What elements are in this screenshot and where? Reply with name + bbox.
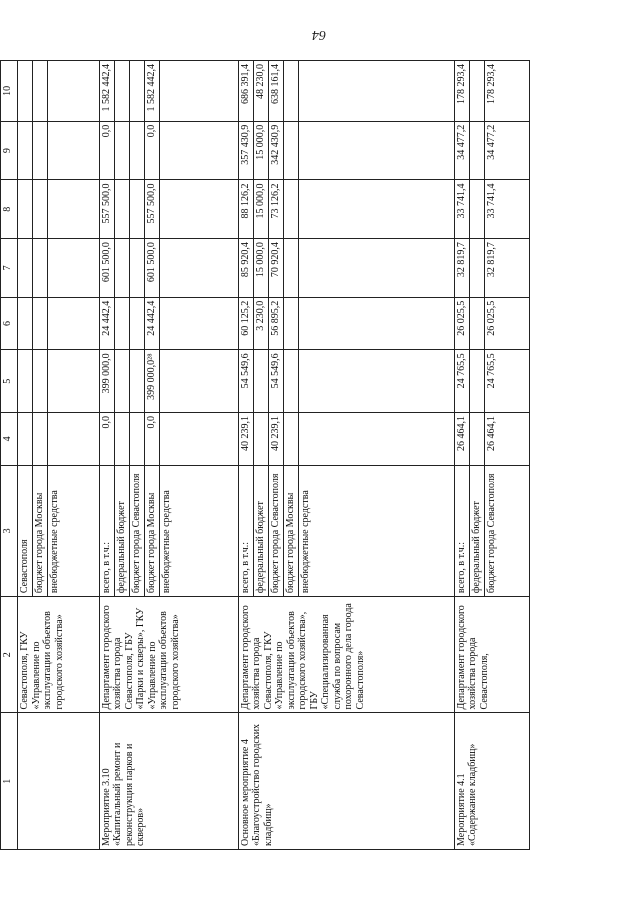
cell-line — [283, 61, 298, 121]
cell-col2: Севастополя, ГКУ «Управление по эксплуатации объектов городского хозяйства» — [18, 597, 100, 713]
cell-col10 — [238, 61, 454, 122]
cell-col9 — [18, 121, 100, 180]
rotated-table-container — [0, 60, 530, 850]
cell-col4 — [99, 413, 238, 466]
cell-line — [32, 122, 47, 180]
cell-line: 70 920,4 — [268, 239, 283, 297]
cell-line: 178 293,4 — [455, 64, 467, 104]
cell-line: 40 239,1 — [239, 416, 251, 452]
cell-col1: Мероприятие 4.1 «Содержание кладбищ» — [454, 713, 529, 850]
cell-col6 — [18, 297, 100, 350]
cell-line — [114, 298, 129, 350]
cell-line — [159, 61, 174, 121]
cell-line — [18, 180, 32, 238]
cell-line: бюджет города Севастополя — [268, 466, 283, 597]
cell-line — [47, 61, 62, 121]
cell-col3 — [18, 465, 100, 597]
cell-line: 557 500,0 — [144, 180, 159, 238]
cell-line — [129, 350, 144, 412]
cell-line — [18, 239, 32, 297]
cell-line: 32 819,7 — [484, 239, 499, 297]
cell-col9 — [99, 121, 238, 180]
cell-line: 56 895,2 — [268, 298, 283, 350]
budget-table — [0, 60, 530, 850]
cell-line: всего, в т.ч.: — [100, 541, 112, 594]
cell-line — [283, 180, 298, 238]
cell-line — [159, 413, 174, 465]
cell-line: внебюджетные средства — [47, 466, 62, 597]
cell-line — [283, 413, 298, 465]
cell-line: 24 765,5 — [455, 353, 467, 389]
cell-line: 601 500,0 — [100, 242, 112, 283]
cell-line — [129, 122, 144, 180]
cell-line — [159, 350, 174, 412]
cell-col9 — [238, 121, 454, 180]
cell-line — [298, 239, 313, 297]
cell-line — [47, 180, 62, 238]
cell-line: 73 126,2 — [268, 180, 283, 238]
cell-col10 — [18, 61, 100, 122]
cell-line — [32, 239, 47, 297]
cell-col6 — [238, 297, 454, 350]
cell-line: 33 741,4 — [455, 183, 467, 219]
cell-col4 — [18, 413, 100, 466]
cell-line — [32, 298, 47, 350]
cell-col3 — [238, 465, 454, 597]
cell-col7 — [18, 239, 100, 298]
cell-line: федеральный бюджет — [253, 466, 268, 597]
cell-col5 — [454, 350, 529, 413]
cell-col10 — [99, 61, 238, 122]
cell-line: 686 391,4 — [239, 64, 251, 104]
page-number: 64 — [312, 27, 326, 42]
cell-line — [32, 61, 47, 121]
cell-line: 178 293,4 — [484, 61, 499, 121]
cell-line: 54 549,6 — [239, 353, 251, 389]
cell-col4 — [238, 413, 454, 466]
cell-line: всего, в т.ч.: — [239, 541, 251, 594]
cell-line — [253, 350, 268, 412]
cell-line: 15 000,0 — [253, 239, 268, 297]
cell-line — [129, 61, 144, 121]
cell-line: 24 442,4 — [100, 300, 112, 336]
cell-line — [159, 298, 174, 350]
cell-line: 3 230,0 — [253, 298, 268, 350]
column-header-9: 9 — [1, 121, 18, 180]
header-row — [1, 61, 18, 850]
cell-line — [469, 413, 484, 465]
cell-line — [18, 350, 32, 412]
cell-line — [32, 180, 47, 238]
cell-line — [129, 180, 144, 238]
cell-line: 15 000,0 — [253, 180, 268, 238]
cell-line: 32 819,7 — [455, 242, 467, 278]
cell-line: 399 000,0²⁸ — [144, 350, 159, 412]
cell-col7 — [99, 239, 238, 298]
cell-line: 1 582 442,4 — [100, 64, 112, 112]
cell-line — [298, 350, 313, 412]
cell-col3 — [99, 465, 238, 597]
cell-line: 40 239,1 — [268, 413, 283, 465]
cell-line: 357 430,9 — [239, 124, 251, 165]
column-header-6: 6 — [1, 297, 18, 350]
cell-line: 15 000,0 — [253, 122, 268, 180]
cell-line — [298, 180, 313, 238]
cell-line: 26 464,1 — [455, 416, 467, 452]
cell-line: 0,0 — [100, 416, 112, 429]
cell-line: бюджет города Москвы — [144, 466, 159, 597]
cell-col2: Департамент городского хозяйства города Севастополя, ГБУ «Парки и скверы», ГКУ «Управление по эксплуатации объектов городского хозяйства» — [99, 597, 238, 713]
table-row — [99, 61, 238, 850]
cell-col3 — [454, 465, 529, 597]
column-header-3: 3 — [1, 465, 18, 597]
cell-line: 85 920,4 — [239, 242, 251, 278]
cell-line — [114, 61, 129, 121]
cell-line: федеральный бюджет — [114, 466, 129, 597]
cell-line: 0,0 — [144, 122, 159, 180]
cell-line: 24 442,4 — [144, 298, 159, 350]
cell-col5 — [18, 350, 100, 413]
cell-line — [283, 239, 298, 297]
column-header-4: 4 — [1, 413, 18, 466]
cell-line — [298, 122, 313, 180]
cell-line — [32, 350, 47, 412]
cell-line — [129, 298, 144, 350]
cell-line — [18, 61, 32, 121]
cell-line — [114, 350, 129, 412]
cell-line — [18, 298, 32, 350]
column-header-5: 5 — [1, 350, 18, 413]
cell-col2: Департамент городского хозяйства города Севастополя, — [454, 597, 529, 713]
cell-line: федеральный бюджет — [469, 466, 484, 597]
cell-line — [159, 180, 174, 238]
cell-line — [469, 239, 484, 297]
cell-line — [298, 61, 313, 121]
cell-col7 — [454, 239, 529, 298]
cell-line: 557 500,0 — [100, 183, 112, 224]
cell-line: 34 477,2 — [484, 122, 499, 180]
cell-line — [114, 122, 129, 180]
cell-col1: Мероприятие 3.10 «Капитальный ремонт и реконструкция парков и скверов» — [99, 713, 238, 850]
cell-col10 — [454, 61, 529, 122]
cell-line: 342 430,9 — [268, 122, 283, 180]
cell-line — [114, 239, 129, 297]
cell-line: Севастополя — [19, 539, 30, 594]
cell-line — [159, 239, 174, 297]
cell-line — [469, 350, 484, 412]
cell-line — [18, 122, 32, 180]
cell-line — [469, 180, 484, 238]
cell-line — [47, 239, 62, 297]
cell-col7 — [238, 239, 454, 298]
cell-line — [159, 122, 174, 180]
column-header-8: 8 — [1, 180, 18, 239]
cell-col5 — [238, 350, 454, 413]
cell-line: бюджет города Москвы — [283, 466, 298, 597]
cell-line: всего, в т.ч.: — [455, 541, 467, 594]
cell-line: 601 500,0 — [144, 239, 159, 297]
cell-line: 638 161,4 — [268, 61, 283, 121]
cell-line — [114, 180, 129, 238]
cell-col8 — [238, 180, 454, 239]
cell-col8 — [18, 180, 100, 239]
cell-line: бюджет города Севастополя — [484, 466, 499, 597]
cell-line — [283, 298, 298, 350]
cell-col1 — [18, 713, 100, 850]
cell-line — [47, 413, 62, 465]
cell-line: 0,0 — [144, 413, 159, 465]
cell-line — [283, 350, 298, 412]
cell-line: 60 125,2 — [239, 300, 251, 336]
cell-col5 — [99, 350, 238, 413]
cell-col4 — [454, 413, 529, 466]
cell-line: 34 477,2 — [455, 124, 467, 160]
cell-line: бюджет города Москвы — [32, 466, 47, 597]
cell-col6 — [99, 297, 238, 350]
cell-line: 48 230,0 — [253, 61, 268, 121]
cell-line — [283, 122, 298, 180]
cell-line — [469, 298, 484, 350]
table-row — [18, 61, 100, 850]
cell-col9 — [454, 121, 529, 180]
cell-line — [298, 413, 313, 465]
cell-line: 399 000,0 — [100, 353, 112, 394]
cell-line: 54 549,6 — [268, 350, 283, 412]
cell-line: 26 025,5 — [484, 298, 499, 350]
cell-col8 — [99, 180, 238, 239]
cell-line — [47, 122, 62, 180]
cell-line: 1 582 442,4 — [144, 61, 159, 121]
cell-line: 33 741,4 — [484, 180, 499, 238]
cell-line: внебюджетные средства — [159, 466, 174, 597]
cell-line — [18, 413, 32, 465]
cell-col2: Департамент городского хозяйства города Севастополя, ГКУ «Управление по эксплуатации объектов городского хозяйства», ГБУ «Специализированная служба по вопросам похоронного дела города Севастополя» — [238, 597, 454, 713]
cell-line — [114, 413, 129, 465]
cell-line: 24 765,5 — [484, 350, 499, 412]
cell-line: 26 025,5 — [455, 300, 467, 336]
cell-line: бюджет города Севастополя — [129, 466, 144, 597]
column-header-1: 1 — [1, 713, 18, 850]
cell-line — [469, 61, 484, 121]
cell-line — [47, 350, 62, 412]
column-header-2: 2 — [1, 597, 18, 713]
cell-line: внебюджетные средства — [298, 466, 313, 597]
cell-col8 — [454, 180, 529, 239]
cell-line: 26 464,1 — [484, 413, 499, 465]
table-row — [238, 61, 454, 850]
cell-line — [253, 413, 268, 465]
cell-col1: Основное мероприятие 4 «Благоустройство городских кладбищ» — [238, 713, 454, 850]
cell-line — [469, 122, 484, 180]
cell-line — [32, 413, 47, 465]
cell-col6 — [454, 297, 529, 350]
cell-line — [47, 298, 62, 350]
cell-line: 0,0 — [100, 124, 112, 138]
cell-line — [129, 239, 144, 297]
column-header-10: 10 — [1, 61, 18, 122]
cell-line — [298, 298, 313, 350]
table-row — [454, 61, 529, 850]
cell-line — [129, 413, 144, 465]
column-header-7: 7 — [1, 239, 18, 298]
cell-line: 88 126,2 — [239, 183, 251, 219]
